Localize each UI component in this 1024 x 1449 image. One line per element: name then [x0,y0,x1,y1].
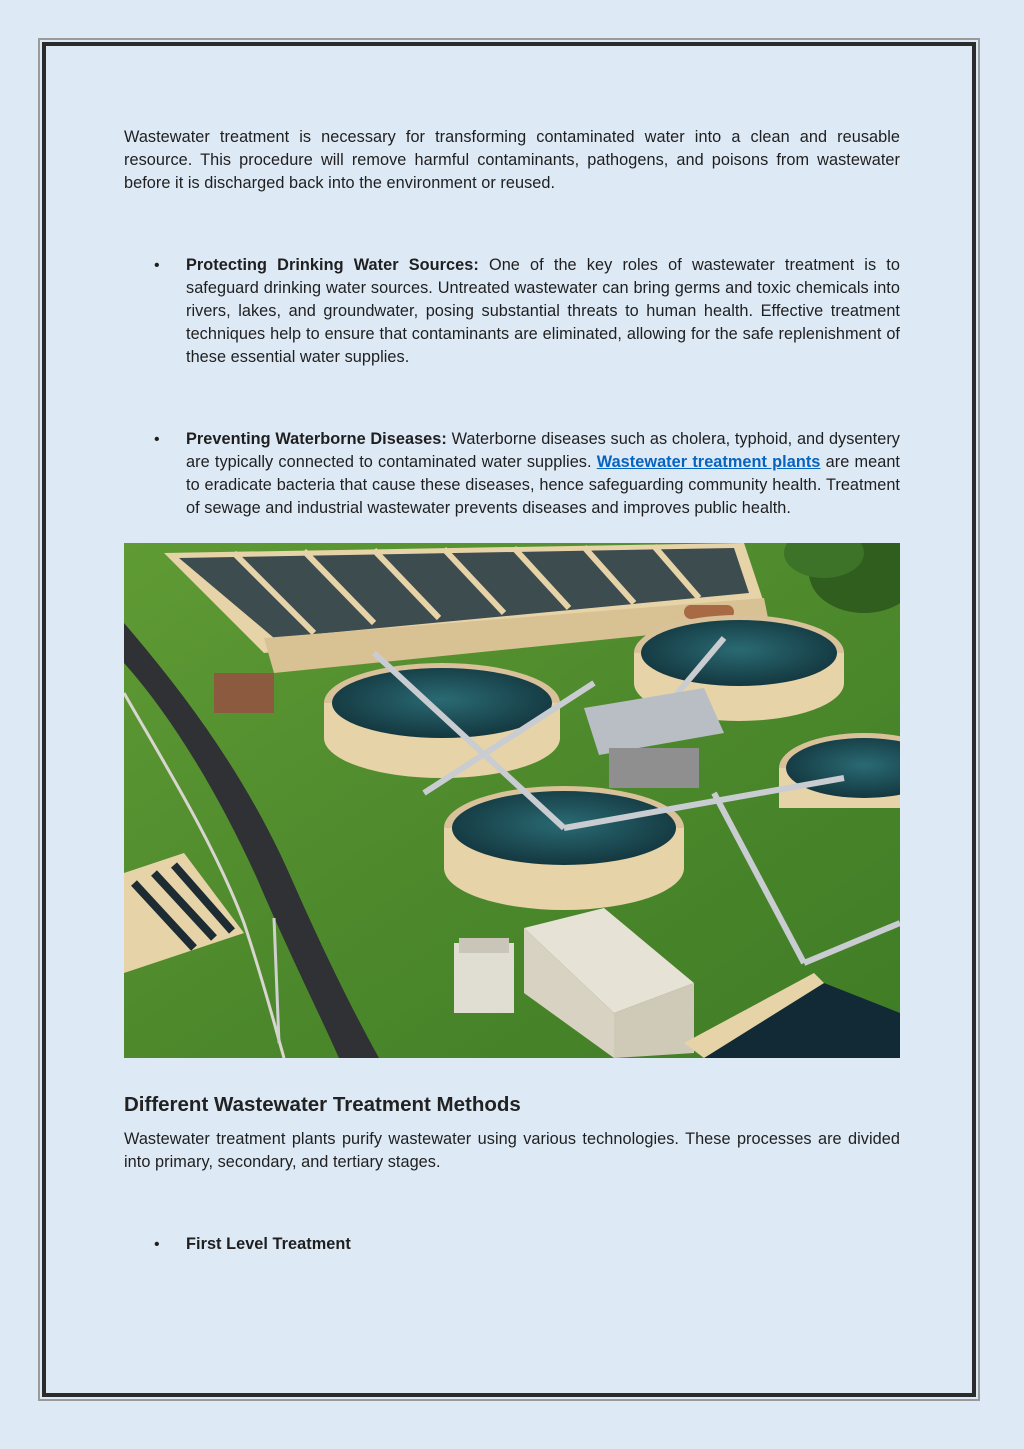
section-heading: Different Wastewater Treatment Methods [124,1093,521,1116]
utility-building [454,943,514,1013]
document-content [124,126,900,1256]
page-frame [42,42,976,1397]
bullet-dot: • [154,257,160,274]
bullet-paragraph [186,254,900,369]
treatment-plant-photo [124,543,900,1058]
bullet-title: First Level Treatment [186,1235,351,1253]
intro-paragraph: Wastewater treatment is necessary for transforming contaminated water into a clean and reusable resource. This procedure will remove harmful contaminants, pathogens, and poisons from wastewater before it is discharged back into the environment or reused. [124,128,900,192]
methods-paragraph: Wastewater treatment plants purify wastewater using various technologies. These processes are divided into primary, secondary, and tertiary stages. [124,1130,900,1171]
wastewater-treatment-plants-link[interactable]: Wastewater treatment plants [596,453,821,471]
bullet-text: One of the key roles of wastewater treatment is to safeguard drinking water sources. Untreated wastewater can bring germs and toxic chemicals into rivers, lakes, and groundwater, posing substantial threats to human health. Effective treatment techniques help to ensure that contaminants are eliminated, allowing for the safe replenishment of these essential water supplies. [186,256,900,366]
bullet-dot: • [154,431,160,448]
bullet-text-continued: are meant to eradicate bacteria that cause these diseases, hence safeguarding community health. Treatment of sewage and industrial wastewater prevents diseases and improves public health. [186,453,900,517]
bullet-text: Waterborne diseases such as cholera, typhoid, and dysentery are typically connected to contaminated water supplies. [186,430,900,471]
bullet-paragraph [186,1233,900,1256]
bullet-dot: • [154,1236,160,1253]
bullet-preventing-waterborne-diseases [124,428,900,520]
bullet-protecting-drinking-water [124,254,900,369]
bullet-title: Protecting Drinking Water Sources: [186,256,479,274]
bullet-title: Preventing Waterborne Diseases: [186,430,447,448]
bullet-paragraph [186,428,900,520]
bullet-first-level-treatment [124,1233,900,1256]
